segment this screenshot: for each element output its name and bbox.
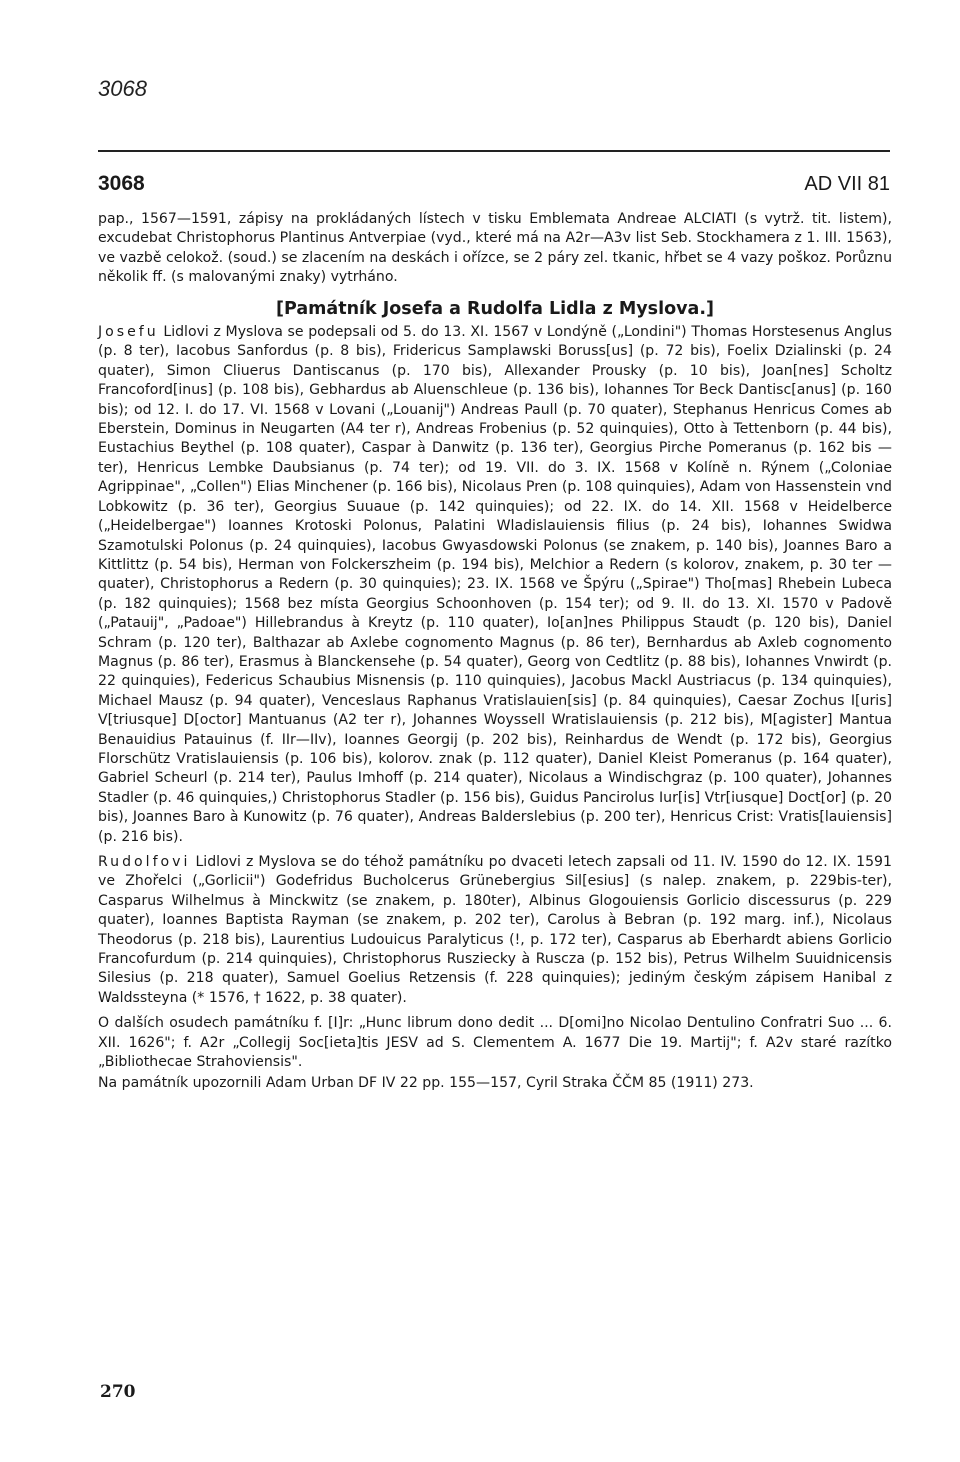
entry-number: 3068 — [98, 172, 145, 195]
paragraph-josef-text: Lidlovi z Myslova se podepsali od 5. do 13. XI. 1567 v Londýně („Londini") Thomas Horstesenus Anglus (p. 8 ter), Iacobus Sanfordus (p. 8 bis), Fridericus Samplawski Boruss[us] (p. 72 bis), Foelix Dzialinski (p. 24 quater), Simon Cliuerus Dantiscanus (p. 170 bis), Allexander Prousky (p. 10 bis), Joan[nes] Scholtz Francoford[inus] (p. 108 bis), Gebhardus ab Aluenschleue (p. 136 bis), Iohannes Tor Beck Dantisc[anus] (p. 160 bis); od 12. I. do 17. VI. 1568 v Lovani („Louanij") Andreas Paull (p. 70 quater), Stephanus Henricus Comes ab Eberstein, Dominus in Neugarten (A4 ter r), Andreas Frobenius (p. 52 quinquies), Otto à Tettenborn (p. 44 bis), Eustachius Beythel (p. 108 quater), Caspar à Danwitz (p. 136 ter), Georgius Pirche Pomeranus (p. 162 bis — ter), Henricus Lembke Daubsianus (p. 74 ter); od 19. VII. do 3. IX. 1568 v Kolíně n. Rýnem („Coloniae Agrippinae", „Collen") Elias Minchener (p. 166 bis), Nicolaus Pren (p. 108 quinquies), Adam von Hassenstein vnd Lobkowitz (p. 36 ter), Georgius Suuaue (p. 142 quinquies); od 22. IX. do 14. XII. 1568 v Heidelberce („Heidelbergae") Ioannes Krotoski Polonus, Palatini Wladislauiensis filius (p. 24 bis), Iohannes Swidwa Szamotulski Polonus (p. 24 quinquies), Iacobus Gwyasdowski Polonus (se znakem, p. 140 bis), Joannes Baro a Kittlittz (p. 54 bis), Herman von Folckerszheim (p. 194 bis), Melchior a Redern (s kolorov, znakem, p. 30 ter — quater), Christophorus a Redern (p. 30 quinquies); 23. IX. 1568 ve Špýru („Spirae") Tho[mas] Rhebein Lubeca (p. 182 quinquies); 1568 bez místa Georgius Schoonhoven (p. 154 ter); od 9. II. do 13. XI. 1570 v Padově („Patauij", „Padoae") Hillebrandus à Kreytz (p. 110 quater), Io[an]nes Philippus Staudt (p. 120 bis), Daniel Schram (p. 120 ter), Balthazar ab Axlebe cognomento Magnus (p. 86 ter), Bernhardus ab Axleb cognomento Magnus (p. 86 ter), Erasmus à Blanckensehe (p. 54 quater), Georg von Cedtlitz (p. 88 bis), Iohannes Vnwirdt (p. 22 quinquies), Federicus Schaubius Misnensis (p. 110 quinquies), Jacobus Mackl Austriacus (p. 134 quinquies), Michael Mausz (p. 94 quater), Venceslaus Raphanus Vratislauien[sis] (p. 84 quinquies), Caesar Zochus I[uris] V[triusque] D[octor] Mantuanus (A2 ter r), Johannes Woyssell Wratislauiensis (p. 212 bis), M[agister] Mantua Benauidius Patauinus (f. IIr—IIv), Ioannes Georgij (p. 202 bis), Reinhardus de Wendt (p. 172 bis), Georgius Florschütz Vratislauiensis (p. 106 bis), kolorov. znak (p. 112 quater), Daniel Kleist Pomeranus (p. 164 quater), Gabriel Scheurl (p. 214 ter), Paulus Imhoff (p. 214 quater), Nicolaus a Windischgraz (p. 100 quater), Johannes Stadler (p. 46 quinquies,) Christophorus Stadler (p. 156 bis), Guidus Pancirolus Iur[is] Vtr[iusque] Doct[or] (p. 20 bis), Joannes Baro à Kunowitz (p. 76 quater), Andreas Balderslebius (p. 200 ter), Henricus Crist: Vratis[lauiensis] (p. 216 bis). — [98, 324, 892, 845]
physical-description: pap., 1567—1591, zápisy na prokládaných lístech v tisku Emblemata Andreae ALCIATI (s vytrž. tit. listem), excudebat Christophorus Plantinus Antverpiae (vyd., které má na A2r—A3v list Seb. Stockhamera z 1. III. 1563), ve vazbě celokož. (soud.) se zlacením na deskách i ořízce, se 2 páry zel. tkanic, hřbet se 4 vazy poškoz. Porůznu několik ff. (s malovanými znaky) vytrháno. — [98, 211, 892, 286]
paragraph-rudolf — [98, 853, 892, 1008]
paragraph-josef — [98, 323, 892, 847]
entry-heading — [98, 172, 890, 196]
lead-word-josef: Josefu — [98, 324, 159, 341]
page-number: 270 — [100, 1382, 136, 1402]
entry-body — [98, 210, 892, 1094]
section-title: [Památník Josefa a Rudolfa Lidla z Myslova.] — [276, 298, 714, 319]
paragraph-rudolf-text: Lidlovi z Myslova se do téhož památníku po dvaceti letech zapsali od 11. IV. 1590 do 12. IX. 1591 ve Zhořelci („Gorlicii") Godefridus Bucholcerus Grünebergius Sil[esius] (s nalep. znakem, p. 229bis-ter), Casparus Wilhelmus à Minckwitz (se znakem, p. 180ter), Albinus Glogouiensis Gorlicio discessurus (p. 229 quater), Ioannes Baptista Rayman (se znakem, p. 202 ter), Carolus à Bebran (p. 192 marg. inf.), Nicolaus Theodorus (p. 218 bis), Laurentius Ludouicus Paralyticus (!, p. 172 ter), Casparus ab Eberhardt abiens Gorlicio Francofurdum (p. 214 quinquies), Christophorus Rusziecky à Ruscza (p. 152 bis), Petrus Wilhelm Suuidnicensis Silesius (p. 218 quater), Samuel Goelius Retzensis (f. 228 quinquies); jediným českým zápisem Hanibal z Waldssteyna (* 1576, † 1622, p. 38 quater). — [98, 854, 892, 1006]
header-rule — [98, 150, 890, 152]
running-head: 3068 — [98, 76, 147, 101]
paragraph-later-fates: O dalších osudech památníku f. [I]r: „Hunc librum dono dedit ... D[omi]no Nicolao Dentulino Confratri Suo ... 6. XII. 1626"; f. A2r „Collegij Soc[ieta]tis JESV ad S. Clementem A. 1677 Die 19. Martij"; f. A2v staré razítko „Bibliothecae Strahoviensis". — [98, 1015, 892, 1071]
lead-word-rudolf: Rudolfovi — [98, 854, 191, 870]
shelf-mark: AD VII 81 — [804, 173, 890, 195]
paragraph-reference: Na památník upozornili Adam Urban DF IV 22 pp. 155—157, Cyril Straka ČČM 85 (1911) 273. — [98, 1075, 754, 1092]
